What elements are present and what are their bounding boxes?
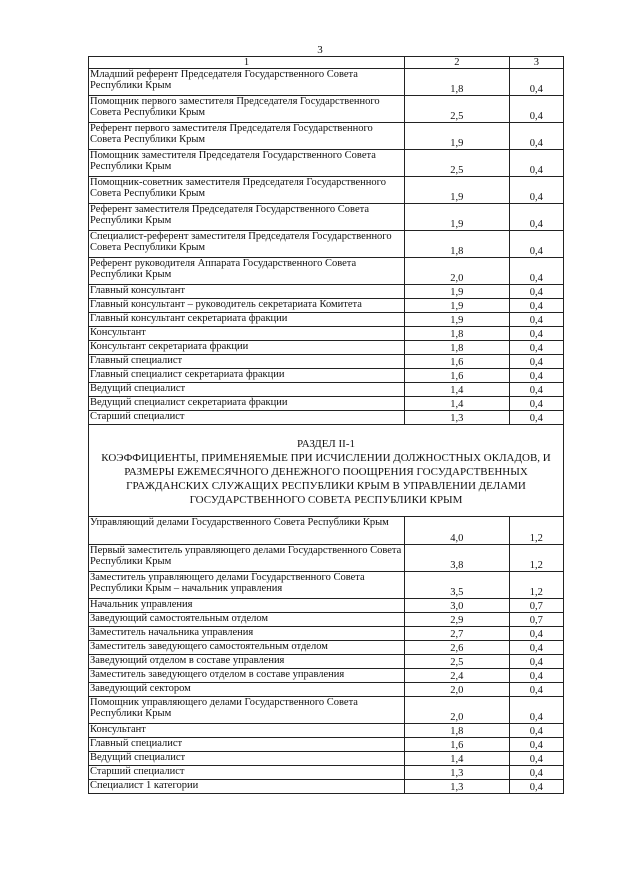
header-col-1: 1 (89, 57, 405, 69)
table-row (89, 683, 564, 697)
table-row (89, 231, 564, 258)
reward-value: 0,4 (509, 327, 563, 341)
position-name: Ведущий специалист (89, 383, 405, 397)
coefficient-value: 2,5 (404, 96, 509, 123)
position-name: Главный консультант (89, 285, 405, 299)
table-row (89, 724, 564, 738)
reward-value: 0,4 (509, 683, 563, 697)
coefficient-value: 1,9 (404, 204, 509, 231)
table-row (89, 299, 564, 313)
position-name: Ведущий специалист (89, 752, 405, 766)
coefficient-value: 2,6 (404, 641, 509, 655)
reward-value: 1,2 (509, 517, 563, 545)
coefficient-value: 1,8 (404, 341, 509, 355)
reward-value: 0,4 (509, 752, 563, 766)
coefficient-value: 3,5 (404, 572, 509, 599)
position-name: Консультант (89, 327, 405, 341)
reward-value: 0,4 (509, 780, 563, 794)
reward-value: 0,4 (509, 697, 563, 724)
table-row (89, 545, 564, 572)
reward-value: 0,4 (509, 411, 563, 425)
position-name: Заведующий отделом в составе управления (89, 655, 405, 669)
table-row (89, 150, 564, 177)
section-number: РАЗДЕЛ II-1 (297, 438, 355, 450)
reward-value: 0,4 (509, 383, 563, 397)
coefficient-value: 1,9 (404, 299, 509, 313)
table-row (89, 123, 564, 150)
table-row (89, 641, 564, 655)
reward-value: 0,4 (509, 397, 563, 411)
coefficient-value: 1,8 (404, 327, 509, 341)
coefficient-value: 1,6 (404, 369, 509, 383)
table-row (89, 627, 564, 641)
reward-value: 0,4 (509, 355, 563, 369)
positions-table-top (88, 56, 564, 425)
reward-value: 0,4 (509, 369, 563, 383)
table-row (89, 383, 564, 397)
reward-value: 0,7 (509, 613, 563, 627)
header-col-3: 3 (509, 57, 563, 69)
table-row (89, 780, 564, 794)
coefficient-value: 3,0 (404, 599, 509, 613)
coefficient-value: 4,0 (404, 517, 509, 545)
position-name: Помощник-советник заместителя Председателя Государственного Совета Республики Крым (89, 177, 405, 204)
position-name: Референт заместителя Председателя Государственного Совета Республики Крым (89, 204, 405, 231)
coefficient-value: 1,9 (404, 313, 509, 327)
table-row (89, 177, 564, 204)
table-row (89, 96, 564, 123)
coefficient-value: 2,0 (404, 258, 509, 285)
coefficient-value: 1,8 (404, 231, 509, 258)
reward-value: 0,4 (509, 285, 563, 299)
coefficient-value: 1,3 (404, 411, 509, 425)
table-row (89, 599, 564, 613)
reward-value: 0,4 (509, 150, 563, 177)
header-col-2: 2 (404, 57, 509, 69)
table-row (89, 369, 564, 383)
position-name: Помощник управляющего делами Государственного Совета Республики Крым (89, 697, 405, 724)
reward-value: 0,4 (509, 231, 563, 258)
table-row (89, 327, 564, 341)
coefficient-value: 1,6 (404, 738, 509, 752)
position-name: Заместитель заведующего самостоятельным отделом (89, 641, 405, 655)
table-row (89, 355, 564, 369)
reward-value: 0,4 (509, 341, 563, 355)
table-row (89, 258, 564, 285)
coefficient-value: 1,9 (404, 123, 509, 150)
positions-table-bottom (88, 516, 564, 794)
reward-value: 0,4 (509, 655, 563, 669)
table-row (89, 655, 564, 669)
position-name: Начальник управления (89, 599, 405, 613)
section-heading (88, 424, 564, 516)
position-name: Младший референт Председателя Государственного Совета Республики Крым (89, 69, 405, 96)
coefficient-value: 2,5 (404, 655, 509, 669)
section-title: КОЭФФИЦИЕНТЫ, ПРИМЕНЯЕМЫЕ ПРИ ИСЧИСЛЕНИИ ДОЛЖНОСТНЫХ ОКЛАДОВ, И РАЗМЕРЫ ЕЖЕМЕСЯЧНОГО ДЕНЕЖНОГО ПООЩРЕНИЯ ГОСУДАРСТВЕННЫХ ГРАЖДАНСКИХ СЛУЖАЩИХ РЕСПУБЛИКИ КРЫМ В УПРАВЛЕНИИ ДЕЛАМИ ГОСУДАРСТВЕННОГО СОВЕТА РЕСПУБЛИКИ КРЫМ (101, 452, 551, 506)
position-name: Старший специалист (89, 411, 405, 425)
coefficient-value: 1,8 (404, 69, 509, 96)
position-name: Ведущий специалист секретариата фракции (89, 397, 405, 411)
reward-value: 0,4 (509, 69, 563, 96)
table-row (89, 411, 564, 425)
position-name: Консультант (89, 724, 405, 738)
reward-value: 0,4 (509, 96, 563, 123)
position-name: Первый заместитель управляющего делами Государственного Совета Республики Крым (89, 545, 405, 572)
reward-value: 0,4 (509, 738, 563, 752)
position-name: Специалист 1 категории (89, 780, 405, 794)
table-row (89, 69, 564, 96)
table-row (89, 669, 564, 683)
reward-value: 0,4 (509, 641, 563, 655)
reward-value: 0,4 (509, 204, 563, 231)
position-name: Заведующий самостоятельным отделом (89, 613, 405, 627)
coefficient-value: 2,9 (404, 613, 509, 627)
position-name: Старший специалист (89, 766, 405, 780)
coefficient-value: 1,4 (404, 383, 509, 397)
table-row (89, 752, 564, 766)
table-row (89, 341, 564, 355)
coefficient-value: 1,9 (404, 177, 509, 204)
page-number: 3 (317, 44, 323, 56)
position-name: Главный консультант секретариата фракции (89, 313, 405, 327)
table-row (89, 397, 564, 411)
reward-value: 1,2 (509, 572, 563, 599)
reward-value: 0,4 (509, 766, 563, 780)
coefficient-value: 2,7 (404, 627, 509, 641)
reward-value: 0,4 (509, 299, 563, 313)
coefficient-value: 2,0 (404, 697, 509, 724)
position-name: Помощник заместителя Председателя Государственного Совета Республики Крым (89, 150, 405, 177)
coefficient-value: 3,8 (404, 545, 509, 572)
coefficient-value: 2,4 (404, 669, 509, 683)
table-row (89, 204, 564, 231)
position-name: Главный консультант – руководитель секретариата Комитета (89, 299, 405, 313)
position-name: Консультант секретариата фракции (89, 341, 405, 355)
position-name: Референт первого заместителя Председателя Государственного Совета Республики Крым (89, 123, 405, 150)
position-name: Заведующий сектором (89, 683, 405, 697)
table-row (89, 766, 564, 780)
coefficient-value: 1,9 (404, 285, 509, 299)
coefficient-value: 1,3 (404, 780, 509, 794)
table-row (89, 613, 564, 627)
reward-value: 0,4 (509, 313, 563, 327)
table-row (89, 697, 564, 724)
position-name: Заместитель заведующего отделом в составе управления (89, 669, 405, 683)
table-row (89, 313, 564, 327)
reward-value: 0,4 (509, 669, 563, 683)
table-row (89, 517, 564, 545)
reward-value: 0,4 (509, 258, 563, 285)
reward-value: 0,4 (509, 123, 563, 150)
position-name: Референт руководителя Аппарата Государственного Совета Республики Крым (89, 258, 405, 285)
reward-value: 0,7 (509, 599, 563, 613)
position-name: Главный специалист секретариата фракции (89, 369, 405, 383)
position-name: Помощник первого заместителя Председателя Государственного Совета Республики Крым (89, 96, 405, 123)
coefficient-value: 1,4 (404, 752, 509, 766)
position-name: Главный специалист (89, 355, 405, 369)
reward-value: 0,4 (509, 627, 563, 641)
position-name: Специалист-референт заместителя Председателя Государственного Совета Республики Крым (89, 231, 405, 258)
table-row (89, 738, 564, 752)
table-header-row (89, 57, 564, 69)
reward-value: 0,4 (509, 177, 563, 204)
reward-value: 1,2 (509, 545, 563, 572)
reward-value: 0,4 (509, 724, 563, 738)
position-name: Заместитель начальника управления (89, 627, 405, 641)
coefficient-value: 1,3 (404, 766, 509, 780)
position-name: Главный специалист (89, 738, 405, 752)
coefficient-value: 2,0 (404, 683, 509, 697)
position-name: Заместитель управляющего делами Государственного Совета Республики Крым – начальник управления (89, 572, 405, 599)
table-row (89, 285, 564, 299)
coefficient-value: 1,6 (404, 355, 509, 369)
coefficient-value: 2,5 (404, 150, 509, 177)
coefficient-value: 1,4 (404, 397, 509, 411)
table-row (89, 572, 564, 599)
coefficient-value: 1,8 (404, 724, 509, 738)
position-name: Управляющий делами Государственного Совета Республики Крым (89, 517, 405, 545)
